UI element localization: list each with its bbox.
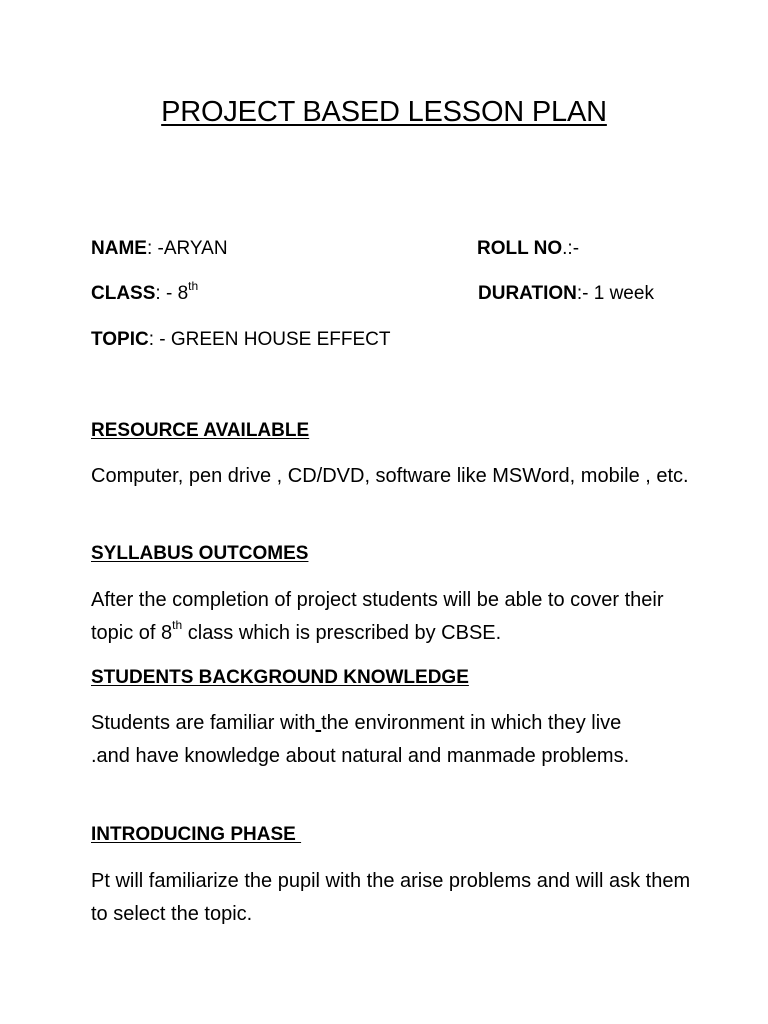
background-text bbox=[91, 707, 651, 773]
roll-no-value: .:- bbox=[562, 238, 580, 259]
name-label: NAME bbox=[91, 238, 147, 259]
background-text-after: the environment in which they live .and have knowledge about natural and manmade problems. bbox=[91, 712, 630, 767]
class-value: : - 8 bbox=[155, 283, 189, 304]
class-superscript: th bbox=[188, 278, 199, 293]
resource-text: Computer, pen drive , CD/DVD, software like MSWord, mobile , etc. bbox=[91, 465, 689, 487]
duration-label: DURATION bbox=[478, 283, 577, 304]
syllabus-text-before: After the completion of project students will be able to cover their topic of 8 bbox=[91, 589, 664, 644]
name-value: : -ARYAN bbox=[146, 238, 228, 259]
introducing-text: Pt will familiarize the pupil with the arise problems and will ask them to select the topic. bbox=[91, 870, 691, 925]
background-heading: STUDENTS BACKGROUND KNOWLEDGE bbox=[91, 667, 469, 688]
page-title: PROJECT BASED LESSON PLAN bbox=[161, 96, 607, 128]
resource-heading: RESOURCE AVAILABLE bbox=[91, 420, 310, 441]
background-text-before: Students are familiar with bbox=[91, 712, 316, 734]
introducing-heading: INTRODUCING PHASE bbox=[91, 824, 302, 845]
syllabus-heading: SYLLABUS OUTCOMES bbox=[91, 543, 309, 564]
duration-field bbox=[478, 282, 654, 306]
class-label: CLASS bbox=[91, 283, 156, 304]
roll-no-field bbox=[477, 237, 579, 261]
name-field bbox=[91, 237, 228, 261]
syllabus-superscript: th bbox=[172, 618, 183, 633]
syllabus-text bbox=[91, 584, 671, 650]
topic-value: : - GREEN HOUSE EFFECT bbox=[148, 329, 391, 350]
duration-value: :- 1 week bbox=[576, 283, 654, 304]
topic-field bbox=[91, 328, 390, 352]
syllabus-text-after: class which is prescribed by CBSE. bbox=[182, 622, 502, 644]
class-field bbox=[91, 278, 199, 306]
roll-no-label: ROLL NO bbox=[477, 238, 563, 259]
topic-label: TOPIC bbox=[91, 329, 149, 350]
